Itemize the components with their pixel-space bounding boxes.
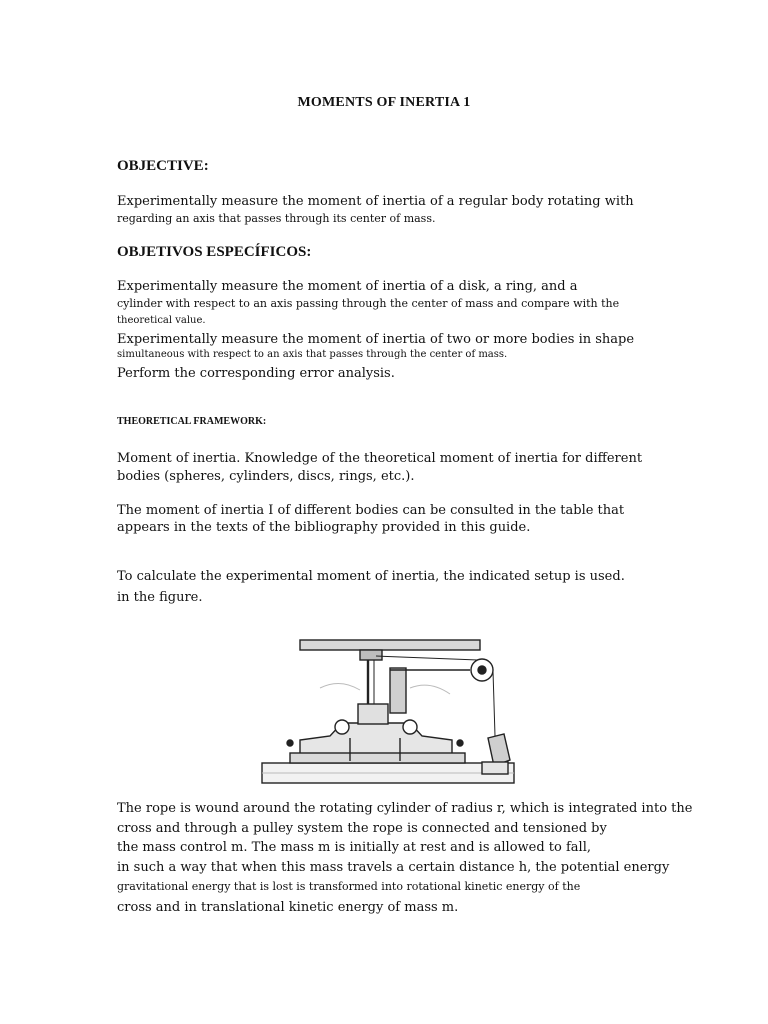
rotating-cross bbox=[300, 640, 480, 650]
rope bbox=[376, 656, 478, 660]
framework-paragraph-1-line: Moment of inertia. Knowledge of the theoretical moment of inertia for different bbox=[117, 451, 643, 466]
right-wheel bbox=[403, 720, 417, 734]
final-paragraph-line: in such a way that when this mass travels a certain distance h, the potential energy bbox=[117, 860, 670, 875]
central-block bbox=[358, 704, 388, 724]
specific-objective-line: theoretical value. bbox=[117, 315, 206, 326]
rotating-cylinder bbox=[360, 650, 382, 660]
specific-objective-line: simultaneous with respect to an axis that passes through the center of mass. bbox=[117, 349, 508, 360]
hanging-mass bbox=[488, 734, 510, 766]
document-title: MOMENTS OF INERTIA 1 bbox=[297, 95, 471, 110]
specific-objective-line: Experimentally measure the moment of inertia of two or more bodies in shape bbox=[117, 332, 635, 347]
framework-paragraph-3-line: To calculate the experimental moment of inertia, the indicated setup is used. bbox=[117, 569, 625, 584]
specific-objectives-heading: OBJETIVOS ESPECÍFICOS: bbox=[117, 244, 312, 260]
final-paragraph-line: gravitational energy that is lost is transformed into rotational kinetic energy of the bbox=[117, 880, 581, 893]
framework-paragraph-3-line: in the figure. bbox=[117, 590, 203, 605]
final-paragraph-line: cross and through a pulley system the rope is connected and tensioned by bbox=[117, 821, 607, 836]
framework-paragraph-2-line: The moment of inertia I of different bodies can be consulted in the table that bbox=[117, 503, 625, 518]
theoretical-framework-heading: THEORETICAL FRAMEWORK: bbox=[117, 416, 267, 427]
right-foot bbox=[457, 740, 463, 746]
final-paragraph-line: cross and in translational kinetic energy of mass m. bbox=[117, 900, 459, 915]
left-wheel bbox=[335, 720, 349, 734]
objective-line: regarding an axis that passes through its center of mass. bbox=[117, 212, 436, 225]
left-foot bbox=[287, 740, 293, 746]
specific-objective-line: Experimentally measure the moment of inertia of a disk, a ring, and a bbox=[117, 279, 578, 294]
objective-heading: OBJECTIVE: bbox=[117, 158, 209, 174]
platform-base bbox=[290, 753, 465, 763]
support-arm bbox=[390, 668, 406, 713]
specific-objective-line: cylinder with respect to an axis passing through the center of mass and compare with the bbox=[117, 297, 620, 310]
objective-line: Experimentally measure the moment of inertia of a regular body rotating with bbox=[117, 194, 634, 209]
final-paragraph-line: the mass control m. The mass m is initially at rest and is allowed to fall, bbox=[117, 840, 591, 855]
framework-paragraph-1-line: bodies (spheres, cylinders, discs, rings, etc.). bbox=[117, 469, 415, 484]
specific-objective-line: Perform the corresponding error analysis. bbox=[117, 366, 395, 381]
inertia-apparatus-figure bbox=[260, 628, 522, 790]
framework-paragraph-2-line: appears in the texts of the bibliography provided in this guide. bbox=[117, 520, 531, 535]
final-paragraph-line: The rope is wound around the rotating cylinder of radius r, which is integrated into the bbox=[117, 801, 693, 816]
